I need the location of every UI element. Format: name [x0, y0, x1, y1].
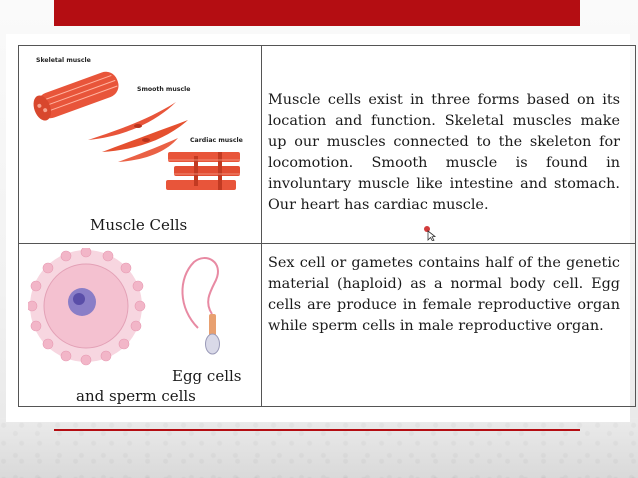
cardiac-muscle-label: Cardiac muscle	[190, 137, 243, 144]
title-bar-accent	[54, 0, 580, 26]
egg-sperm-illustration	[28, 248, 238, 368]
sperm-cell-image	[182, 258, 219, 354]
table-column-divider	[261, 46, 262, 406]
egg-cell-image	[28, 248, 145, 365]
muscle-cells-illustration	[28, 60, 248, 210]
muscle-cells-description: Muscle cells exist in three forms based on its location and function. Skeletal muscles make up our muscles connected to the skeleton for locomotion. Smooth muscle is found in involuntary muscle like intestine and stomach. Our heart has cardiac muscle.	[268, 92, 620, 213]
skeletal-muscle-image	[30, 68, 122, 123]
egg-cells-caption-line1: Egg cells	[172, 367, 242, 385]
skeletal-muscle-label: Skeletal muscle	[36, 57, 91, 64]
footer-accent-line	[54, 429, 580, 431]
egg-cells-caption-line2: and sperm cells	[76, 387, 196, 405]
muscle-cells-caption: Muscle Cells	[90, 216, 188, 234]
background-texture	[0, 418, 638, 478]
gametes-description: Sex cell or gametes contains half of the genetic material (haploid) as a normal body cell. Egg cells are produce in female reproductive organ while sperm cells in male reproductive organ.	[268, 255, 620, 334]
mouse-pointer-icon	[423, 225, 437, 241]
smooth-muscle-label: Smooth muscle	[137, 86, 191, 93]
cardiac-muscle-image	[166, 152, 240, 190]
table-row-divider	[19, 243, 635, 244]
